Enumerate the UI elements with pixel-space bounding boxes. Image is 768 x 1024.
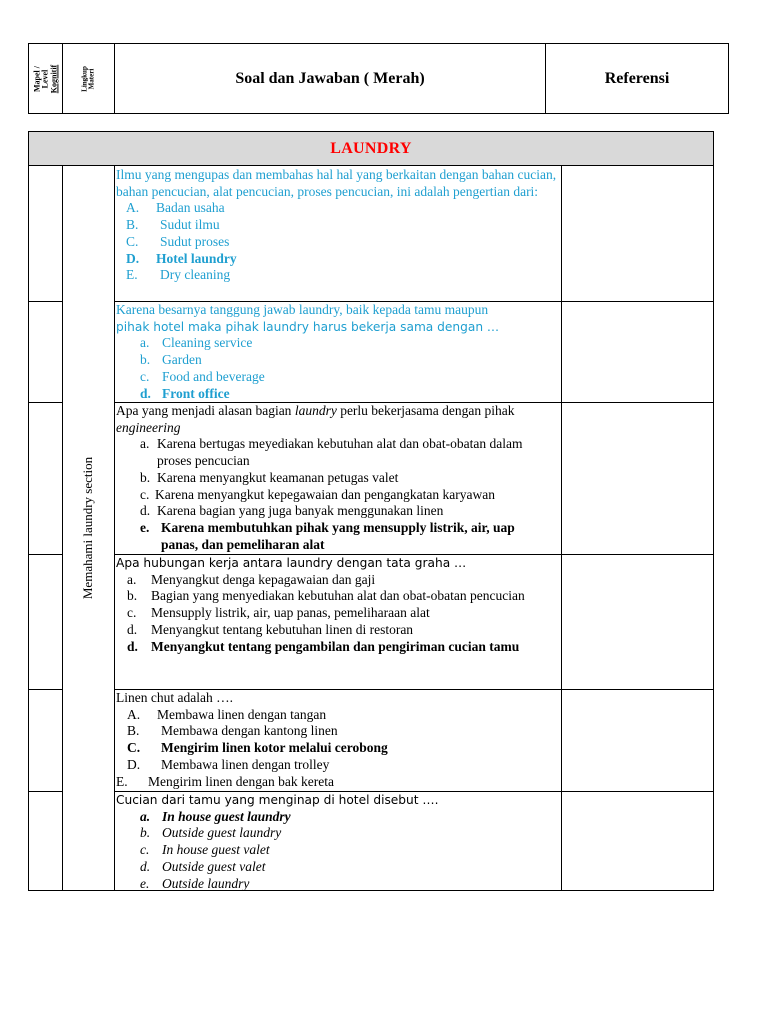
header-table bbox=[28, 43, 729, 114]
question-2-option-d-answer: d. Front office bbox=[140, 385, 230, 401]
question-4-stem: Apa hubungan kerja antara laundry dengan tata graha … bbox=[116, 556, 467, 570]
header-mapel-line2: Level bbox=[40, 69, 50, 88]
question-6-option-a-answer: a. In house guest laundry bbox=[140, 808, 291, 824]
question-6-option-b: b. Outside guest laundry bbox=[140, 825, 282, 841]
question-5-stem: Linen chut adalah …. bbox=[116, 690, 233, 705]
question-6-option-c: c. In house guest valet bbox=[140, 842, 270, 858]
header-col-mapel bbox=[29, 44, 63, 113]
question-4-option-a: a. Menyangkut denga kepagawaian dan gaji bbox=[127, 571, 376, 587]
question-4-option-d: d. Menyangkut tentang kebutuhan linen di restoran bbox=[127, 621, 414, 637]
question-5-option-b: B. Membawa dengan kantong linen bbox=[127, 723, 338, 739]
question-2 bbox=[116, 302, 561, 402]
header-col-title bbox=[115, 44, 546, 113]
header-lingkup-line2: Materi bbox=[87, 68, 96, 89]
question-1-option-e: E. Dry cleaning bbox=[126, 267, 231, 283]
question-3-option-c: c. Karena menyangkut kepegawaian dan pengangkatan karyawan bbox=[140, 486, 495, 502]
header-lingkup-line1: Lingkup bbox=[80, 65, 89, 92]
question-2-option-c: c. Food and beverage bbox=[140, 368, 265, 384]
header-title: Soal dan Jawaban ( Merah) bbox=[235, 69, 425, 87]
question-1-option-c: C. Sudut proses bbox=[126, 233, 230, 249]
question-3-option-d: d. Karena bagian yang juga banyak menggunakan linen bbox=[140, 503, 444, 519]
section-label bbox=[62, 166, 114, 890]
header-mapel-line1: Mapel / bbox=[31, 65, 41, 92]
header-referensi: Referensi bbox=[604, 69, 670, 87]
question-1-option-b: B. Sudut ilmu bbox=[126, 217, 220, 233]
question-3-option-b: b. Karena menyangkut keamanan petugas valet bbox=[140, 469, 399, 485]
question-5-option-d: D. Membawa linen dengan trolley bbox=[127, 756, 330, 772]
question-6-option-d: d. Outside guest valet bbox=[140, 858, 266, 874]
header-col-lingkup bbox=[63, 44, 115, 113]
question-2-option-b: b. Garden bbox=[140, 352, 202, 368]
question-3-stem: Apa yang menjadi alasan bagian laundry perlu bekerjasama dengan pihak engineering bbox=[116, 403, 515, 435]
question-5-option-c-answer: C. Mengirim linen kotor melalui cerobong bbox=[127, 740, 388, 756]
question-1 bbox=[116, 167, 561, 284]
section-label-text: Memahami laundry section bbox=[80, 456, 96, 600]
question-6-stem: Cucian dari tamu yang menginap di hotel disebut …. bbox=[116, 793, 439, 807]
question-4-option-b: b. Bagian yang menyediakan kebutuhan alat dan obat-obatan pencucian bbox=[127, 588, 525, 604]
question-2-stem-line1: Karena besarnya tanggung jawab laundry, baik kepada tamu maupun bbox=[116, 302, 489, 317]
question-3-option-e-answer: e. Karena membutuhkan pihak yang mensupply listrik, air, uap panas, dan pemeliharan alat bbox=[140, 519, 515, 552]
question-5 bbox=[116, 690, 561, 790]
question-1-option-a: A. Badan usaha bbox=[126, 200, 225, 216]
header-mapel-line3: Kognitif bbox=[48, 64, 58, 93]
question-2-option-a: a. Cleaning service bbox=[140, 335, 253, 351]
question-4-option-d-answer: d. Menyangkut tentang pengambilan dan pengiriman cucian tamu bbox=[127, 638, 520, 654]
question-3-option-a: a. Karena bertugas meyediakan kebutuhan alat dan obat-obatan dalam proses pencucian bbox=[140, 436, 523, 469]
question-table bbox=[28, 131, 714, 891]
question-4 bbox=[116, 555, 561, 655]
question-4-option-c: c. Mensupply listrik, air, uap panas, pemeliharaan alat bbox=[127, 605, 430, 621]
question-5-option-e: E. Mengirim linen dengan bak kereta bbox=[116, 773, 334, 789]
question-6-option-e: e. Outside laundry bbox=[140, 875, 250, 891]
question-6 bbox=[116, 792, 561, 892]
question-1-option-d-answer: D. Hotel laundry bbox=[126, 250, 237, 266]
question-5-option-a: A. Membawa linen dengan tangan bbox=[127, 706, 327, 722]
section-band: LAUNDRY bbox=[29, 132, 713, 166]
question-3 bbox=[116, 403, 561, 553]
question-2-stem-line2: pihak hotel maka pihak laundry harus bekerja sama dengan … bbox=[116, 319, 500, 334]
question-1-stem: Ilmu yang mengupas dan membahas hal hal yang berkaitan dengan bahan cucian, bahan pencucian, alat pencucian, proses pencucian, ini adalah pengertian dari: bbox=[116, 167, 557, 199]
